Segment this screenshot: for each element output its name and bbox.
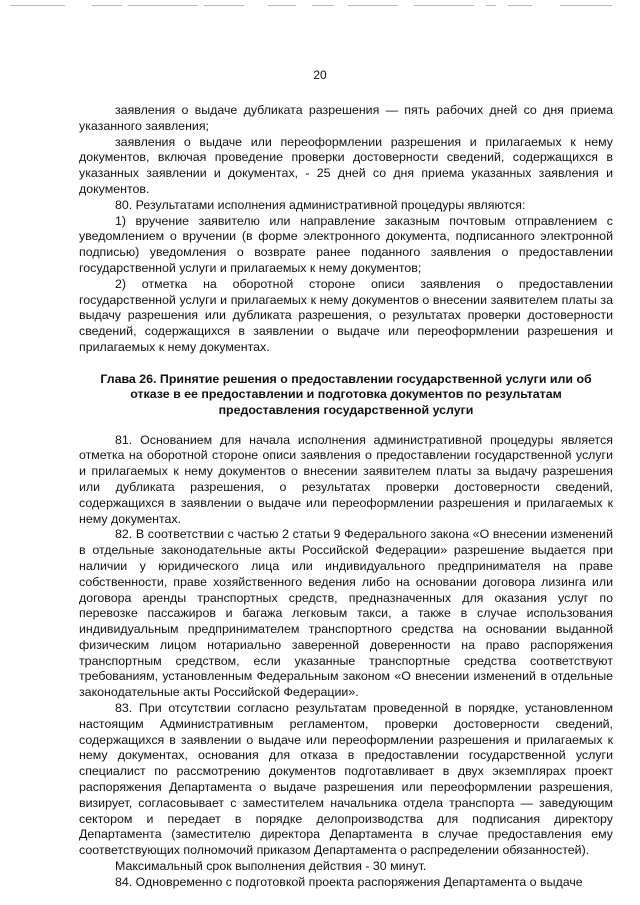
paragraph: 83. При отсутствии согласно результатам проведенной в порядке, установленном настоящим Административным регламентом, проверки достоверности сведений, содержащихся в заявлении о выдаче или переоформлении разрешения и прилагаемых к нему документах, основания для отказа в предоставлении государственной услуги специалист по рассмотрению документов подготавливает в двух экземплярах проект распоряжения Департамента о выдаче разрешения или переоформлении разрешения, визирует, согласовывает с заместителем начальника отдела транспорта — заведующим сектором и передает в порядке делопроизводства для подписания директору Департамента (заместителю директора Департамента в случае предоставления ему соответствующих полномочий приказом Департамента о распределении обязанностей).	[79, 701, 613, 858]
chapter-heading: Глава 26. Принятие решения о предоставлении государственной услуги или об отказе в ее предоставлении и подготовка документов по результатам предоставления государственной услуги	[100, 371, 592, 417]
paragraph: 82. В соответствии с частью 2 статьи 9 Федерального закона «О внесении изменений в отдельные законодательные акты Российской Федерации» разрешение выдается при наличии у юридического лица или индивидуального предпринимателя на праве собственности, праве хозяйственного ведения либо на основании договора лизинга или договора аренды транспортных средств, предназначенных для оказания услуг по перевозке пассажиров и багажа легковым такси, а также в случае использования индивидуальным предпринимателем транспортного средства на основании выданной физическим лицом нотариально заверенной доверенности на право распоряжения транспортным средством, если указанные транспортные средства соответствуют требованиям, установленным Федеральным законом «О внесении изменений в отдельные законодательные акты Российской Федерации».	[79, 527, 613, 700]
scan-artifact-line	[0, 2, 640, 12]
paragraph: заявления о выдаче или переоформлении разрешения и прилагаемых к нему документов, включая проведение проверки достоверности сведений, содержащихся в указанных заявлении и документах, - 25 дней со дня приема указанных заявления и документов.	[79, 134, 613, 196]
paragraphs-before	[79, 103, 613, 356]
paragraph: 2) отметка на оборотной стороне описи заявления о предоставлении государственной услуги и прилагаемых к нему документов о внесении заявителем платы за выдачу разрешения или дубликата разрешения, о результатах проверки достоверности сведений, содержащихся в заявлении о выдаче или переоформлении разрешения и прилагаемых к нему документах.	[79, 276, 613, 354]
paragraph: 1) вручение заявителю или направление заказным почтовым отправлением с уведомлением о вручении (в форме электронного документа, подписанного электронной подписью) уведомления о возврате ранее поданного заявления о предоставлении государственной услуги и прилагаемых к нему документов;	[79, 213, 613, 275]
paragraph: 84. Одновременно с подготовкой проекта распоряжения Департамента о выдаче	[115, 874, 583, 889]
paragraphs-after	[79, 433, 613, 891]
paragraph: заявления о выдаче дубликата разрешения — пять рабочих дней со дня приема указанного заявления;	[79, 103, 613, 133]
paragraph: 80. Результатами исполнения административной процедуры являются:	[115, 197, 526, 212]
page-number: 20	[313, 68, 327, 82]
document-body	[79, 103, 613, 891]
paragraph: 81. Основанием для начала исполнения административной процедуры является отметка на оборотной стороне описи заявления о предоставлении государственной услуги и прилагаемых к нему документов о внесении заявителем платы за выдачу разрешения или дубликата разрешения, о результатах проверки достоверности сведений, содержащихся в заявлении о выдаче или переоформлении разрешения и прилагаемых к нему документах.	[79, 432, 613, 526]
paragraph: Максимальный срок выполнения действия - 30 минут.	[115, 859, 427, 874]
